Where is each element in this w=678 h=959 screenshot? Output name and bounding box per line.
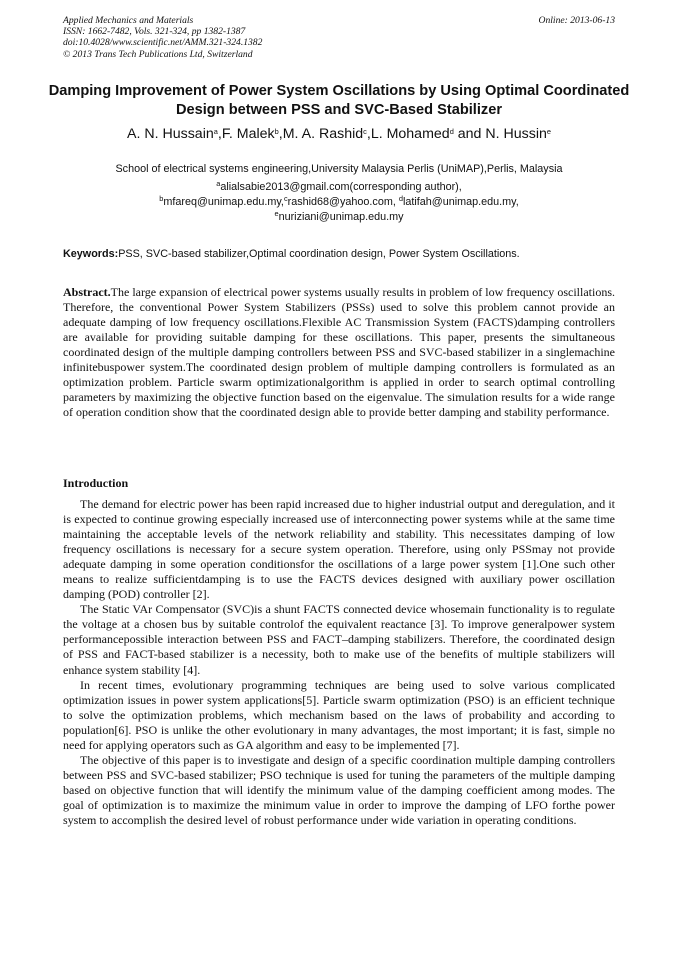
abstract-label: Abstract.: [63, 285, 111, 299]
email-line: [30, 210, 648, 225]
keywords: [63, 247, 623, 261]
paragraph: The Static VAr Compensator (SVC)is a shunt FACTS connected device whosemain functionality is to regulate the voltage at a chosen bus by suitable controlof the equivalent reactance [3]. To improve generalpower system performancepossible interaction between PSS and FACT–damping stabilizers. Therefore, the coordinated design of PSS and FACT-based stabilizer is a necessity, both to make use of the benefits of multiple stabilizers will enhance system stability [4].: [63, 602, 615, 677]
author-name: F. Malek: [221, 126, 275, 142]
author-emails: [30, 180, 648, 225]
paper-title: Damping Improvement of Power System Oscillations by Using Optimal Coordinated Design between PSS and SVC-Based Stabilizer: [48, 83, 630, 118]
email-mark: b: [159, 194, 164, 203]
author-affil-mark: c: [363, 127, 367, 136]
author-affil-mark: d: [449, 127, 454, 136]
author-separator: ,: [278, 126, 283, 142]
paragraph: The demand for electric power has been rapid increased due to higher industrial output and deregulation, and it is expected to continue growing especially increased use of interconnecting power systems while at the same time maintaining the acceptable levels of the network reliability and stability. This necessitates damping of low frequency oscillations is necessary for a secure system operation. Therefore, using only PSSmay not provide adequate damping in some operation conditionsfor the oscillations of a large power system [1].One such other means to realize sufficientdamping is to use the FACTS devices designed with auxiliary power oscillation damping (POD) controller [2].: [63, 497, 615, 602]
affiliation: School of electrical systems engineering,University Malaysia Perlis (UniMAP),Perlis, Malaysia: [115, 163, 563, 175]
keywords-label: Keywords:: [63, 248, 119, 260]
email-mark: c: [283, 194, 288, 203]
journal-copyright: © 2013 Trans Tech Publications Ltd, Switzerland: [63, 48, 253, 60]
online-date: Online: 2013-06-13: [538, 15, 615, 26]
email-line: [30, 195, 648, 210]
email-line: [30, 180, 648, 195]
author-affil-mark: a: [213, 127, 218, 136]
author-name: M. A. Rashid: [282, 126, 364, 142]
abstract: [63, 285, 615, 420]
journal-name: Applied Mechanics and Materials: [63, 15, 194, 26]
section-heading-introduction: Introduction: [63, 476, 129, 490]
email-mark: a: [216, 179, 221, 188]
introduction-body: [63, 497, 615, 828]
journal-header: [63, 15, 615, 60]
author-list: [30, 125, 648, 143]
paragraph: In recent times, evolutionary programming techniques are being used to solve various complicated optimization issues in power system applications[5]. Particle swarm optimization (PSO) is an efficient technique to solve the optimization problems, which mechanism based on the laws of probability and according to population[6]. PSO is unlike the other evolutionary in many advantages, the most important; it is fast, simple no need for applying operators such as GA algorithm and easy to be implemented [7].: [63, 677, 615, 752]
email-c: rashid68@yahoo.com,: [287, 196, 399, 208]
email-a: alialsabie2013@gmail.com(corresponding author),: [220, 181, 462, 193]
paragraph: The objective of this paper is to investigate and design of a specific coordination multiple damping controllers between PSS and SVC-based stabilizer; PSO technique is used for tuning the parameters of the multiple damping based on objective function that will identify the minimum value of the damping coefficient among modes. The goal of optimization is to maximize the minimum value in order to improve the damping of LFO forthe power system to accomplish the desired level of robust performance under wide variation in operating conditions.: [63, 752, 615, 827]
author-affil-mark: e: [546, 127, 551, 136]
email-d: latifah@unimap.edu.my,: [402, 196, 519, 208]
email-mark: e: [274, 209, 279, 218]
keywords-text: PSS, SVC-based stabilizer,Optimal coordination design, Power System Oscillations.: [118, 248, 520, 260]
abstract-text: The large expansion of electrical power systems usually results in problem of low frequency oscillations. Therefore, the conventional Power System Stabilizers (PSSs) used to solve this problem cannot provide an adequate damping of low frequency oscillations.Flexible AC Transmission System (FACTS)damping controllers are available for providing suitable damping for these oscillations. This paper, presents the simultaneous coordinated design of the multiple damping controllers between PSS and SVC-based stabilizer in a singlemachine infinitebuspower system.The coordinated design problem of multiple damping controllers is formulated as an optimization problem. Particle swarm optimizationalgorithm is applied in order to search optimal controlling parameters by maximizing the objective function based on the eigenvalue. The simulation results for a wide range of operation condition show that the coordinated design able to provide better damping and stability performance.: [63, 285, 615, 420]
author-separator: and: [453, 126, 486, 142]
journal-doi: doi:10.4028/www.scientific.net/AMM.321-324.1382: [63, 37, 263, 49]
author-name: A. N. Hussain: [127, 126, 214, 142]
email-mark: d: [398, 194, 403, 203]
email-b: mfareq@unimap.edu.my,: [163, 196, 284, 208]
journal-issn: ISSN: 1662-7482, Vols. 321-324, pp 1382-1387: [63, 26, 246, 38]
author-separator: ,: [217, 126, 222, 142]
author-separator: ,: [366, 126, 371, 142]
email-e: nuriziani@unimap.edu.my: [278, 211, 404, 223]
author-name: N. Hussin: [485, 126, 547, 142]
author-affil-mark: b: [274, 127, 279, 136]
author-name: L. Mohamed: [370, 126, 450, 142]
